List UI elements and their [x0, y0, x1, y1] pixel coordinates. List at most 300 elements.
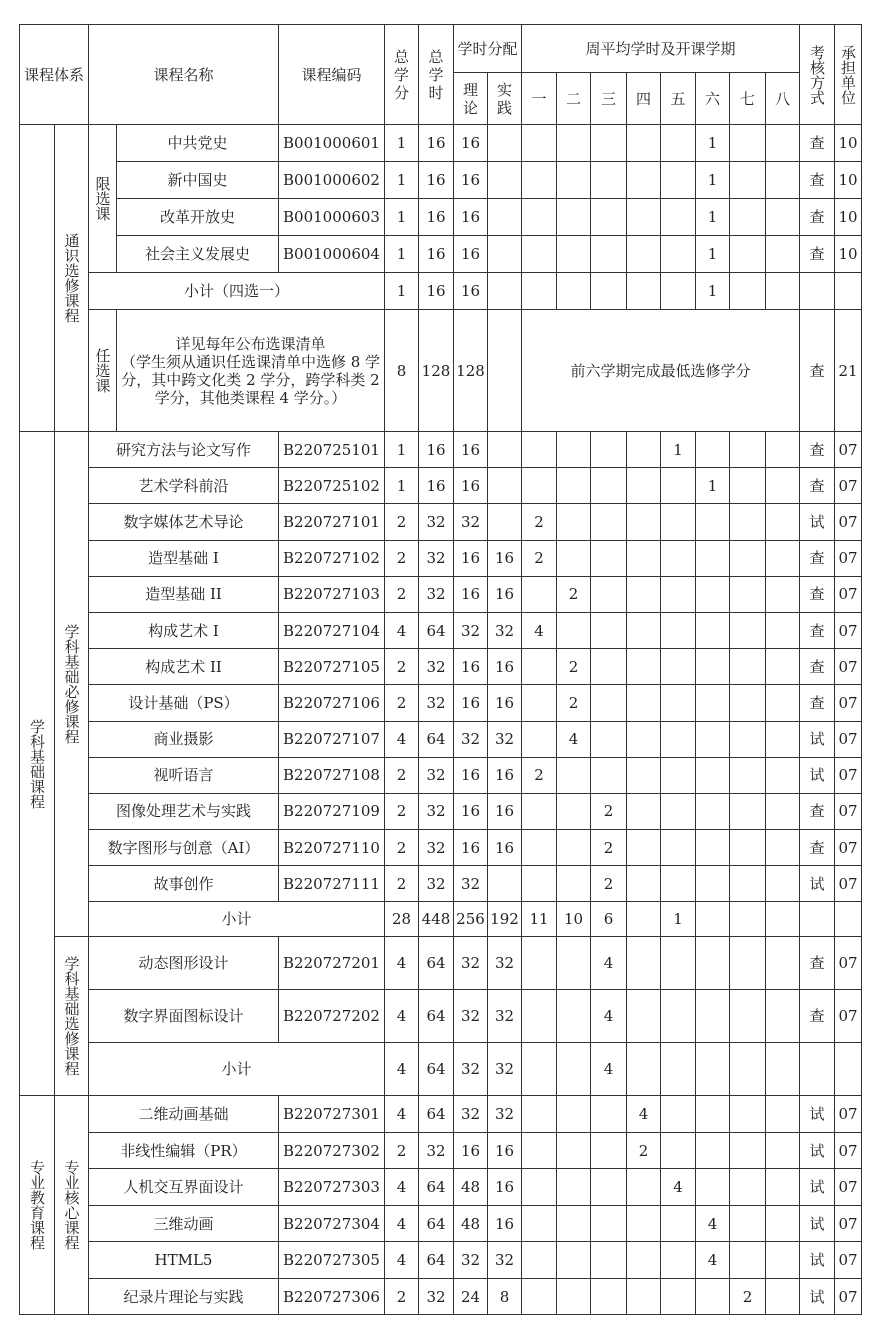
course-practice: [488, 125, 522, 162]
course-exam: 试: [800, 1242, 835, 1279]
course-semester-2: [557, 990, 591, 1043]
course-semester-2: [557, 866, 591, 902]
course-name: 三维动画: [89, 1205, 279, 1242]
course-practice: 32: [488, 1096, 522, 1133]
course-hours: 64: [419, 1205, 454, 1242]
course-semester-4: [627, 199, 661, 236]
course-unit: 07: [835, 1278, 862, 1315]
elective-note: [117, 310, 385, 432]
course-theory: 16: [454, 830, 488, 866]
header-weekly: 周平均学时及开课学期: [522, 25, 800, 73]
course-semester-7: [730, 612, 766, 648]
course-semester-3: [591, 685, 627, 721]
course-semester-6: [696, 937, 730, 990]
discipline-required-label: 学科基础必修课程: [55, 432, 89, 937]
table-row: [20, 310, 862, 432]
course-exam: 试: [800, 721, 835, 757]
course-credit: 4: [385, 721, 419, 757]
course-unit: 07: [835, 990, 862, 1043]
subtotal-exam: [800, 902, 835, 937]
course-practice: 32: [488, 937, 522, 990]
course-semester-3: [591, 757, 627, 793]
course-semester-6: 1: [696, 468, 730, 504]
course-semester-5: [661, 649, 696, 685]
course-name: 研究方法与论文写作: [89, 432, 279, 468]
course-semester-2: [557, 540, 591, 576]
course-theory: 16: [454, 162, 488, 199]
course-semester-4: 4: [627, 1096, 661, 1133]
course-unit: 07: [835, 685, 862, 721]
course-theory: 16: [454, 685, 488, 721]
course-semester-4: [627, 830, 661, 866]
table-row: [20, 576, 862, 612]
course-semester-5: [661, 576, 696, 612]
course-semester-6: 4: [696, 1242, 730, 1279]
course-semester-4: [627, 468, 661, 504]
course-semester-3: [591, 432, 627, 468]
course-exam: 查: [800, 468, 835, 504]
course-name: 故事创作: [89, 866, 279, 902]
course-exam: 查: [800, 612, 835, 648]
table-row: [20, 162, 862, 199]
subtotal-row: [20, 902, 862, 937]
course-code: B220727102: [279, 540, 385, 576]
course-exam: 查: [800, 236, 835, 273]
course-theory: 16: [454, 236, 488, 273]
course-semester-5: [661, 866, 696, 902]
course-theory: 16: [454, 649, 488, 685]
course-semester-4: [627, 504, 661, 540]
course-semester-8: [766, 990, 800, 1043]
course-semester-4: [627, 576, 661, 612]
section-discipline-base-label: 学科基础课程: [20, 432, 55, 1096]
course-semester-7: [730, 793, 766, 829]
course-semester-1: [522, 1132, 557, 1169]
table-row: [20, 866, 862, 902]
course-semester-2: [557, 1242, 591, 1279]
course-hours: 32: [419, 576, 454, 612]
course-hours: 16: [419, 432, 454, 468]
course-semester-4: [627, 649, 661, 685]
course-semester-6: [696, 990, 730, 1043]
table-row: [20, 540, 862, 576]
course-semester-5: [661, 937, 696, 990]
course-theory: 16: [454, 540, 488, 576]
course-semester-8: [766, 1278, 800, 1315]
course-exam: 试: [800, 1132, 835, 1169]
course-semester-4: [627, 866, 661, 902]
curriculum-sheet: [19, 24, 862, 1315]
subtotal-semester-1: [522, 1043, 557, 1096]
subtotal-label: 小计（四选一）: [89, 273, 385, 310]
course-exam: 查: [800, 793, 835, 829]
elective-note-title: 详见每年公布选课清单: [175, 334, 326, 353]
course-semester-8: [766, 721, 800, 757]
course-semester-2: [557, 1278, 591, 1315]
course-exam: 查: [800, 199, 835, 236]
course-practice: 16: [488, 685, 522, 721]
course-unit: 07: [835, 432, 862, 468]
course-theory: 16: [454, 432, 488, 468]
course-exam: 查: [800, 937, 835, 990]
course-practice: 32: [488, 721, 522, 757]
course-semester-4: [627, 125, 661, 162]
course-code: B220727201: [279, 937, 385, 990]
course-semester-2: [557, 236, 591, 273]
course-semester-7: [730, 236, 766, 273]
course-code: B220727301: [279, 1096, 385, 1133]
course-hours: 64: [419, 1242, 454, 1279]
restricted-elective-label: 限选课: [89, 125, 117, 273]
course-unit: 07: [835, 612, 862, 648]
course-practice: [488, 310, 522, 432]
course-practice: 16: [488, 793, 522, 829]
course-semester-7: [730, 432, 766, 468]
course-semester-6: [696, 649, 730, 685]
course-semester-2: [557, 1169, 591, 1206]
course-practice: 16: [488, 830, 522, 866]
course-unit: 07: [835, 793, 862, 829]
subtotal-practice: [488, 273, 522, 310]
course-semester-8: [766, 432, 800, 468]
course-semester-1: [522, 1278, 557, 1315]
course-credit: 2: [385, 540, 419, 576]
table-row: [20, 1096, 862, 1133]
course-credit: 4: [385, 1096, 419, 1133]
subtotal-semester-6: [696, 902, 730, 937]
course-semester-5: [661, 1278, 696, 1315]
course-credit: 2: [385, 830, 419, 866]
table-row: [20, 721, 862, 757]
subtotal-semester-7: [730, 273, 766, 310]
course-semester-2: 2: [557, 649, 591, 685]
course-semester-2: [557, 432, 591, 468]
course-semester-3: [591, 504, 627, 540]
course-semester-1: [522, 576, 557, 612]
course-semester-1: [522, 125, 557, 162]
course-practice: 16: [488, 1205, 522, 1242]
subtotal-semester-2: [557, 273, 591, 310]
course-semester-2: [557, 125, 591, 162]
course-semester-8: [766, 576, 800, 612]
course-semester-5: [661, 612, 696, 648]
course-semester-3: [591, 236, 627, 273]
course-semester-4: [627, 1242, 661, 1279]
course-credit: 1: [385, 468, 419, 504]
course-hours: 128: [419, 310, 454, 432]
course-practice: [488, 468, 522, 504]
course-unit: 07: [835, 1132, 862, 1169]
course-code: B220727306: [279, 1278, 385, 1315]
course-semester-4: [627, 721, 661, 757]
table-row: [20, 468, 862, 504]
course-code: B220727106: [279, 685, 385, 721]
course-hours: 32: [419, 1278, 454, 1315]
course-semester-8: [766, 1205, 800, 1242]
course-code: B220727105: [279, 649, 385, 685]
course-theory: 32: [454, 937, 488, 990]
course-code: B220725101: [279, 432, 385, 468]
course-credit: 4: [385, 1205, 419, 1242]
course-code: B220727304: [279, 1205, 385, 1242]
subtotal-hours: 64: [419, 1043, 454, 1096]
course-semester-6: [696, 432, 730, 468]
course-hours: 32: [419, 1132, 454, 1169]
course-hours: 64: [419, 612, 454, 648]
course-semester-2: 4: [557, 721, 591, 757]
elective-weekly-note: 前六学期完成最低选修学分: [522, 310, 800, 432]
course-semester-2: [557, 612, 591, 648]
course-semester-2: [557, 937, 591, 990]
course-name: 新中国史: [117, 162, 279, 199]
table-row: [20, 504, 862, 540]
course-semester-7: [730, 1169, 766, 1206]
course-credit: 1: [385, 125, 419, 162]
course-exam: 查: [800, 830, 835, 866]
course-name: 艺术学科前沿: [89, 468, 279, 504]
course-semester-6: 1: [696, 162, 730, 199]
course-name: 视听语言: [89, 757, 279, 793]
course-semester-2: 2: [557, 576, 591, 612]
course-exam: 查: [800, 432, 835, 468]
course-semester-1: [522, 793, 557, 829]
course-semester-2: [557, 793, 591, 829]
course-unit: 07: [835, 649, 862, 685]
course-hours: 32: [419, 830, 454, 866]
free-elective-label: 任选课: [89, 310, 117, 432]
course-semester-6: [696, 1169, 730, 1206]
course-unit: 10: [835, 199, 862, 236]
course-theory: 32: [454, 1096, 488, 1133]
subtotal-semester-2: [557, 1043, 591, 1096]
header-semester-6: 六: [696, 73, 730, 125]
course-exam: 试: [800, 1278, 835, 1315]
course-semester-7: [730, 540, 766, 576]
course-semester-1: [522, 649, 557, 685]
header-practice: 实 践: [488, 73, 522, 125]
course-semester-8: [766, 1096, 800, 1133]
course-hours: 64: [419, 721, 454, 757]
course-unit: 21: [835, 310, 862, 432]
course-code: B001000602: [279, 162, 385, 199]
course-practice: 16: [488, 757, 522, 793]
course-code: B220727104: [279, 612, 385, 648]
subtotal-theory: 256: [454, 902, 488, 937]
course-semester-3: [591, 199, 627, 236]
course-name: 数字媒体艺术导论: [89, 504, 279, 540]
course-theory: 16: [454, 1132, 488, 1169]
course-semester-3: [591, 612, 627, 648]
course-unit: 07: [835, 576, 862, 612]
course-semester-4: [627, 937, 661, 990]
header-system: 课程体系: [20, 25, 89, 125]
course-semester-4: [627, 1278, 661, 1315]
course-semester-8: [766, 757, 800, 793]
course-semester-3: 2: [591, 793, 627, 829]
course-exam: 查: [800, 162, 835, 199]
course-semester-1: [522, 685, 557, 721]
course-semester-4: [627, 990, 661, 1043]
subtotal-unit: [835, 902, 862, 937]
course-semester-5: [661, 721, 696, 757]
course-credit: 2: [385, 576, 419, 612]
subtotal-exam: [800, 273, 835, 310]
course-theory: 16: [454, 199, 488, 236]
course-semester-3: [591, 125, 627, 162]
course-practice: 32: [488, 612, 522, 648]
course-semester-6: [696, 1278, 730, 1315]
subtotal-semester-8: [766, 902, 800, 937]
table-row: [20, 236, 862, 273]
course-semester-6: 4: [696, 1205, 730, 1242]
course-semester-1: [522, 1242, 557, 1279]
course-credit: 2: [385, 649, 419, 685]
course-name: 造型基础 I: [89, 540, 279, 576]
course-semester-3: [591, 1205, 627, 1242]
course-code: B220727202: [279, 990, 385, 1043]
course-semester-3: [591, 468, 627, 504]
subtotal-hours: 448: [419, 902, 454, 937]
course-name: 造型基础 II: [89, 576, 279, 612]
course-semester-3: [591, 649, 627, 685]
course-exam: 查: [800, 685, 835, 721]
table-row: [20, 1242, 862, 1279]
course-semester-8: [766, 649, 800, 685]
subtotal-hours: 16: [419, 273, 454, 310]
subtotal-semester-7: [730, 902, 766, 937]
course-credit: 2: [385, 685, 419, 721]
course-credit: 8: [385, 310, 419, 432]
course-semester-8: [766, 830, 800, 866]
course-semester-3: 4: [591, 990, 627, 1043]
course-practice: 8: [488, 1278, 522, 1315]
course-credit: 2: [385, 1278, 419, 1315]
course-semester-2: [557, 199, 591, 236]
course-hours: 16: [419, 199, 454, 236]
course-semester-2: [557, 468, 591, 504]
course-semester-7: 2: [730, 1278, 766, 1315]
course-semester-6: [696, 1096, 730, 1133]
header-semester-2: 二: [557, 73, 591, 125]
course-semester-3: [591, 1278, 627, 1315]
subtotal-theory: 32: [454, 1043, 488, 1096]
course-theory: 48: [454, 1169, 488, 1206]
course-hours: 16: [419, 125, 454, 162]
course-credit: 4: [385, 937, 419, 990]
professional-core-label: 专业核心课程: [55, 1096, 89, 1315]
course-semester-5: [661, 1205, 696, 1242]
course-semester-1: [522, 432, 557, 468]
course-code: B220727110: [279, 830, 385, 866]
subtotal-theory: 16: [454, 273, 488, 310]
course-theory: 16: [454, 757, 488, 793]
course-hours: 32: [419, 504, 454, 540]
course-semester-2: [557, 1096, 591, 1133]
course-semester-7: [730, 576, 766, 612]
course-semester-4: [627, 1169, 661, 1206]
course-code: B220727303: [279, 1169, 385, 1206]
course-exam: 查: [800, 990, 835, 1043]
course-exam: 查: [800, 125, 835, 162]
header-exam: 考核方式: [800, 25, 835, 125]
course-semester-1: [522, 1169, 557, 1206]
subtotal-semester-5: [661, 1043, 696, 1096]
course-semester-3: [591, 1242, 627, 1279]
course-practice: [488, 199, 522, 236]
subtotal-semester-4: [627, 273, 661, 310]
course-credit: 2: [385, 793, 419, 829]
course-semester-7: [730, 162, 766, 199]
table-row: [20, 125, 862, 162]
section-general-elective-label: 通识选修课程: [55, 125, 89, 432]
course-exam: 试: [800, 504, 835, 540]
course-unit: 10: [835, 162, 862, 199]
header-semester-8: 八: [766, 73, 800, 125]
course-exam: 查: [800, 576, 835, 612]
table-row: [20, 1278, 862, 1315]
course-practice: [488, 504, 522, 540]
course-semester-2: [557, 1132, 591, 1169]
course-exam: 试: [800, 1169, 835, 1206]
course-semester-4: [627, 793, 661, 829]
table-row: [20, 937, 862, 990]
course-semester-4: [627, 1205, 661, 1242]
subtotal-semester-8: [766, 1043, 800, 1096]
course-semester-6: 1: [696, 199, 730, 236]
header-unit: 承担单位: [835, 25, 862, 125]
course-name: 构成艺术 I: [89, 612, 279, 648]
course-unit: 07: [835, 866, 862, 902]
course-code: B001000603: [279, 199, 385, 236]
course-name: 数字界面图标设计: [89, 990, 279, 1043]
course-theory: 32: [454, 990, 488, 1043]
course-semester-7: [730, 757, 766, 793]
course-name: 改革开放史: [117, 199, 279, 236]
subtotal-semester-6: 1: [696, 273, 730, 310]
course-semester-1: 4: [522, 612, 557, 648]
course-semester-8: [766, 1132, 800, 1169]
course-practice: 16: [488, 649, 522, 685]
course-practice: [488, 866, 522, 902]
course-semester-8: [766, 125, 800, 162]
course-semester-5: [661, 1242, 696, 1279]
course-semester-2: [557, 1205, 591, 1242]
course-name: 纪录片理论与实践: [89, 1278, 279, 1315]
course-semester-3: [591, 1096, 627, 1133]
course-semester-8: [766, 504, 800, 540]
course-theory: 32: [454, 1242, 488, 1279]
table-row: [20, 199, 862, 236]
course-hours: 32: [419, 793, 454, 829]
course-code: B001000604: [279, 236, 385, 273]
course-semester-7: [730, 990, 766, 1043]
course-semester-8: [766, 199, 800, 236]
course-exam: 试: [800, 1205, 835, 1242]
header-semester-1: 一: [522, 73, 557, 125]
course-semester-3: 4: [591, 937, 627, 990]
course-semester-4: [627, 757, 661, 793]
course-semester-3: [591, 1132, 627, 1169]
subtotal-semester-4: [627, 902, 661, 937]
subtotal-row: [20, 1043, 862, 1096]
course-name: 数字图形与创意（AI）: [89, 830, 279, 866]
course-practice: 16: [488, 576, 522, 612]
course-semester-8: [766, 540, 800, 576]
course-hours: 64: [419, 1096, 454, 1133]
course-hours: 32: [419, 649, 454, 685]
course-unit: 10: [835, 236, 862, 273]
subtotal-exam: [800, 1043, 835, 1096]
